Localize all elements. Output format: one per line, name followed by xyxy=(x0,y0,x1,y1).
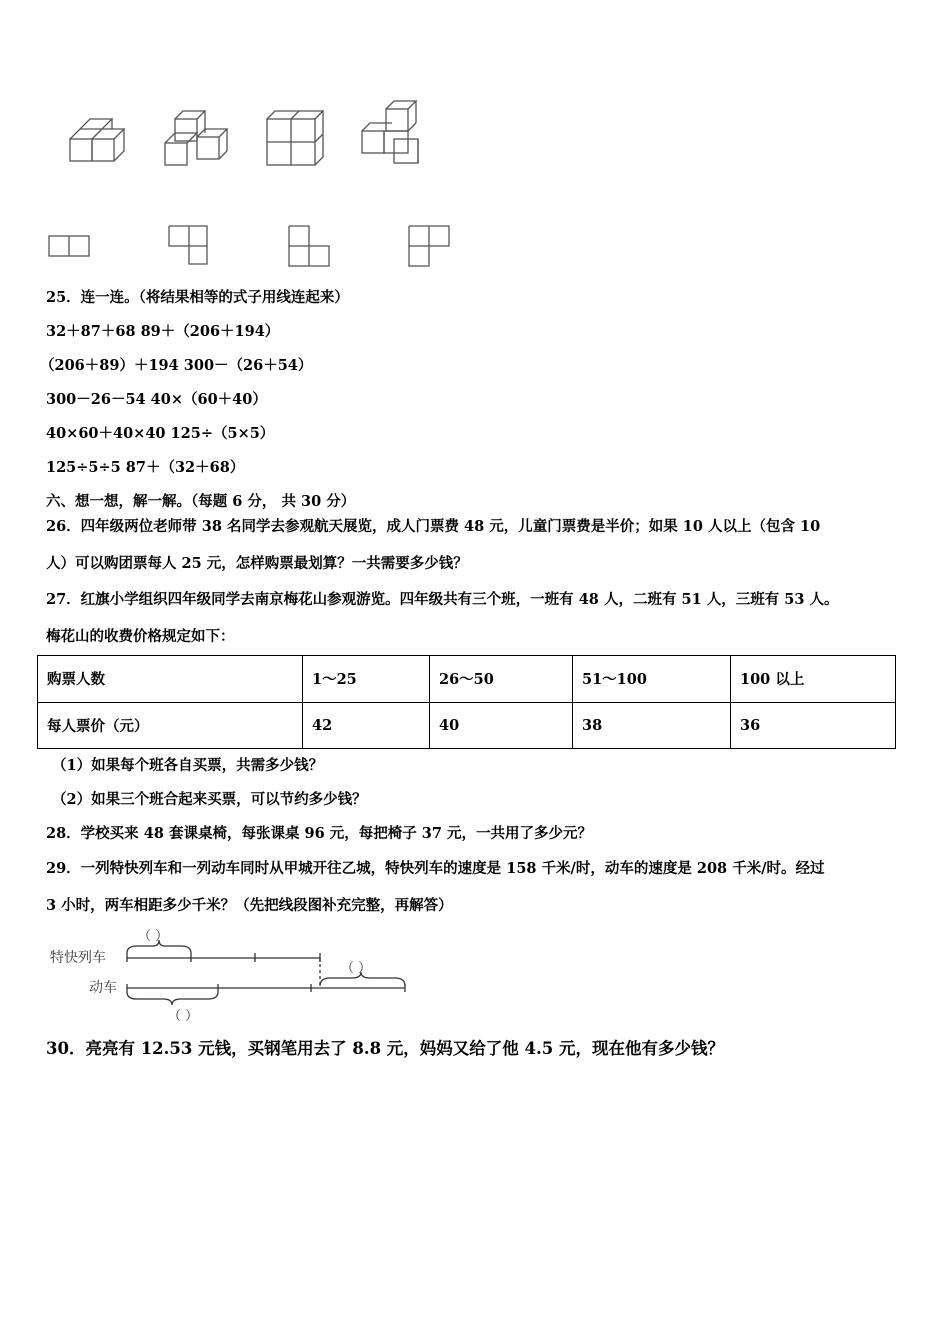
q25-row-3: 300－26－54 40×（60＋40） xyxy=(46,391,267,408)
price-table-header-row xyxy=(38,656,896,703)
table-cell: 100 以上 xyxy=(731,656,896,703)
table-cell: 42 xyxy=(303,702,430,749)
table-cell: 51～100 xyxy=(573,656,731,703)
solid-figure-2 xyxy=(165,111,227,165)
q26-line-2: 人）可以购团票每人 25 元，怎样购票最划算？一共需要多少钱？ xyxy=(46,555,468,572)
q25-row-5: 125÷5÷5 87＋（32＋68） xyxy=(46,459,245,476)
q30-text: 30．亮亮有 12.53 元钱，买钢笔用去了 8.8 元，妈妈又给了他 4.5 元，现在他有多少钱？ xyxy=(46,1039,725,1058)
table-cell: 购票人数 xyxy=(38,656,303,703)
view-figure-4 xyxy=(409,226,449,266)
q29-line-2: 3 小时，两车相距多少千米？（先把线段图补充完整，再解答） xyxy=(46,897,453,914)
view-figure-1 xyxy=(49,236,89,256)
brace-top xyxy=(127,940,191,953)
q25-title: 25．连一连。（将结果相等的式子用线连起来） xyxy=(46,289,349,306)
q28-text: 28．学校买来 48 套课桌椅，每张课桌 96 元，每把椅子 37 元，一共用了多少元？ xyxy=(46,825,592,842)
segment-diagram xyxy=(45,922,415,1027)
label-express-train: 特快列车 xyxy=(50,950,106,966)
solid-figures xyxy=(60,95,440,175)
label-emu: 动车 xyxy=(89,980,117,996)
solid-figure-1 xyxy=(70,119,124,161)
price-table-data-row xyxy=(38,702,896,749)
q29-line-1: 29．一列特快列车和一列动车同时从甲城开往乙城，特快列车的速度是 158 千米/时，动车的速度是 208 千米/时。经过 xyxy=(46,860,825,877)
q25-row-4: 40×60＋40×40 125÷（5×5） xyxy=(46,425,275,442)
blank-top: （ ） xyxy=(138,929,169,944)
solid-figure-3 xyxy=(267,111,323,165)
section-six-title: 六、想一想，解一解。（每题 6 分， 共 30 分） xyxy=(46,493,356,510)
view-figure-3 xyxy=(289,226,329,266)
q26-line-1: 26．四年级两位老师带 38 名同学去参观航天展览，成人门票费 48 元，儿童门票费是半价；如果 10 人以上（包含 10 xyxy=(46,518,821,535)
brace-bottom xyxy=(127,992,218,1005)
view-figure-2 xyxy=(169,226,207,264)
q27-sub-2: （2）如果三个班合起来买票，可以节约多少钱？ xyxy=(52,791,367,808)
q25-row-1: 32＋87＋68 89＋（206＋194） xyxy=(46,323,280,340)
q27-line-1: 27．红旗小学组织四年级同学去南京梅花山参观游览。四年级共有三个班，一班有 48 人，二班有 51 人，三班有 53 人。 xyxy=(46,591,839,608)
table-cell: 1～25 xyxy=(303,656,430,703)
q27-line-2: 梅花山的收费价格规定如下： xyxy=(46,628,235,645)
table-cell: 38 xyxy=(573,702,731,749)
view-figures xyxy=(45,220,455,270)
price-table xyxy=(37,655,896,749)
table-cell: 36 xyxy=(731,702,896,749)
blank-bottom: （ ） xyxy=(168,1009,199,1024)
table-cell: 26～50 xyxy=(430,656,573,703)
blank-right: （ ） xyxy=(341,961,372,976)
solid-figure-4 xyxy=(362,101,418,163)
q25-row-2: （206＋89）＋194 300－（26＋54） xyxy=(40,357,313,374)
table-cell: 每人票价（元） xyxy=(38,702,303,749)
q27-sub-1: （1）如果每个班各自买票，共需多少钱？ xyxy=(52,757,324,774)
table-cell: 40 xyxy=(430,702,573,749)
